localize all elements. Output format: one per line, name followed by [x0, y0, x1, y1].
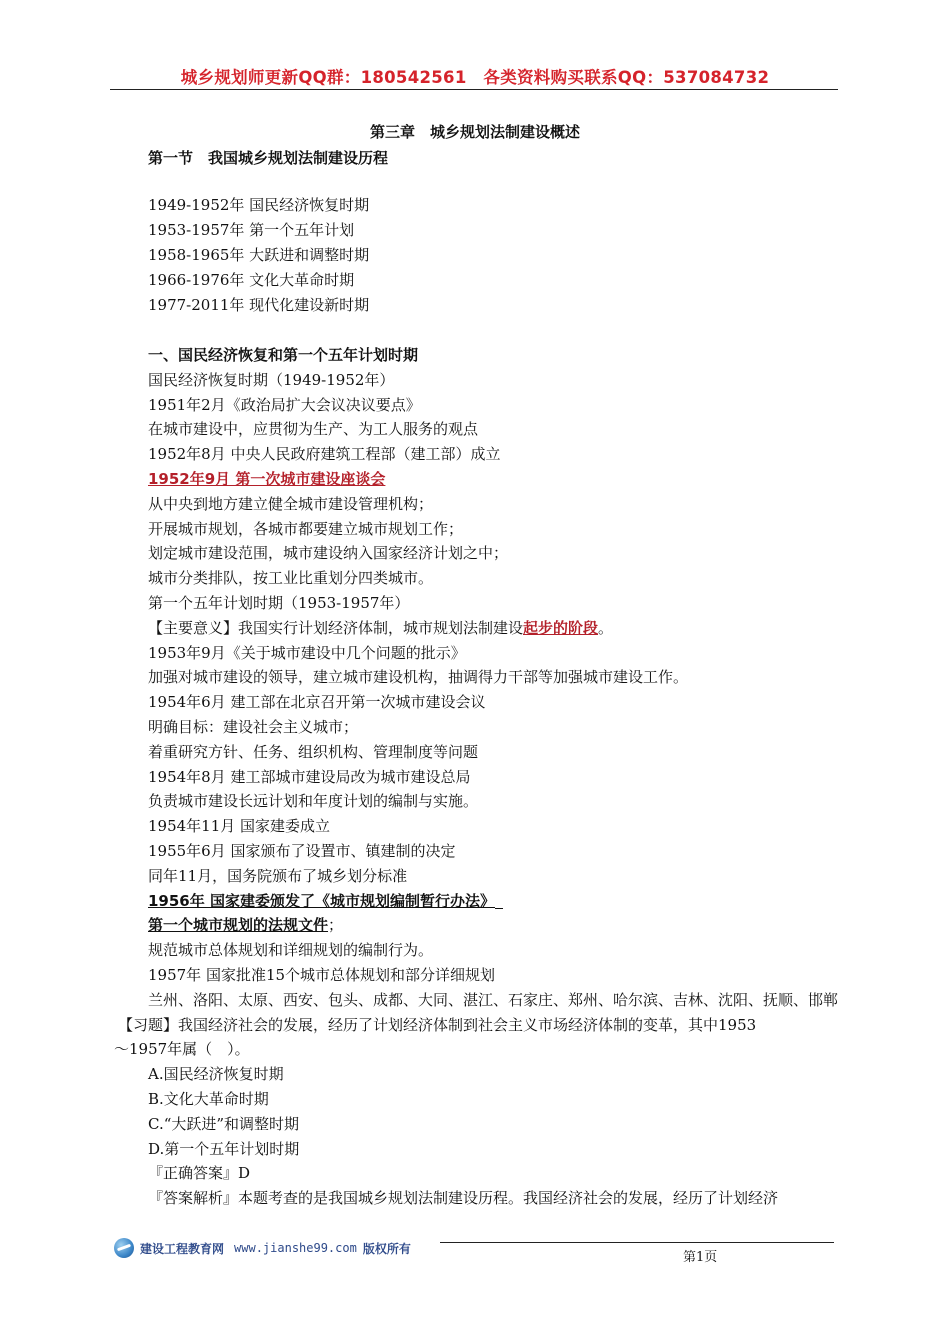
text-line: 1954年6月 建工部在北京召开第一次城市建设会议: [148, 693, 486, 712]
significance-line: [148, 616, 840, 641]
text-line: 1951年2月《政治局扩大会议决议要点》: [148, 395, 421, 414]
exercise-option: C.“大跃进”和调整时期: [148, 1114, 300, 1133]
text-line: 规范城市总体规划和详细规划的编制行为。: [148, 941, 434, 960]
significance-tail: 。: [598, 618, 614, 637]
text-line: 加强对城市建设的领导，建立城市建设机构，抽调得力干部等加强城市建设工作。: [148, 668, 689, 687]
timeline-item: 1958-1965年 大跃进和调整时期: [148, 246, 370, 264]
text-line: 1954年11月 国家建委成立: [148, 817, 331, 836]
exercise-option: D.第一个五年计划时期: [148, 1139, 300, 1158]
footer-brand: [114, 1238, 411, 1258]
text-line: 国民经济恢复时期（1949-1952年）: [148, 370, 395, 389]
text-line: 1954年8月 建工部城市建设局改为城市建设总局: [148, 767, 471, 786]
exercise-option: B.文化大革命时期: [148, 1089, 269, 1108]
text-line: 城市分类排队，按工业比重划分四类城市。: [148, 569, 434, 588]
footer-url[interactable]: www.jianshe99.com: [234, 1241, 357, 1255]
chapter-title: 第三章 城乡规划法制建设概述: [369, 123, 580, 141]
footer-site-name: 建设工程教育网: [140, 1241, 225, 1256]
text-tail: ；: [328, 916, 344, 935]
text-line: 负责城市建设长远计划和年度计划的编制与实施。: [148, 792, 479, 811]
highlight-red: 起步的阶段: [523, 618, 599, 637]
text-line: 开展城市规划，各城市都要建立城市规划工作；: [148, 519, 464, 538]
text-line: 同年11月，国务院颁布了城乡划分标准: [148, 866, 408, 885]
footer-rights: 版权所有: [362, 1241, 411, 1256]
site-logo-icon: [114, 1238, 134, 1258]
timeline-item: 1977-2011年 现代化建设新时期: [148, 296, 370, 314]
exercise-question: 【习题】我国经济社会的发展，经历了计划经济体制到社会主义市场经济体制的变革，其中1953: [118, 1015, 757, 1034]
part-heading: 一、国民经济恢复和第一个五年计划时期: [148, 346, 419, 364]
section-title: 第一节 我国城乡规划法制建设历程: [148, 149, 389, 167]
highlight-red: 1952年9月 第一次城市建设座谈会: [148, 469, 386, 488]
text-line: 第一个五年计划时期（1953-1957年）: [148, 593, 410, 612]
timeline-item: 1949-1952年 国民经济恢复时期: [148, 196, 370, 214]
text-line: 在城市建设中，应贯彻为生产、为工人服务的观点: [148, 420, 479, 439]
exercise-answer: 『正确答案』D: [148, 1164, 251, 1183]
timeline-list: [148, 193, 369, 318]
text-line: 从中央到地方建立健全城市建设管理机构；: [148, 494, 434, 513]
body-text: [114, 343, 840, 1211]
header-rule: [110, 89, 838, 90]
text-line: 着重研究方针、任务、组织机构、管理制度等问题: [148, 742, 479, 761]
exercise-question-cont: ～1957年属（ ）。: [114, 1040, 250, 1059]
exercise-option: A.国民经济恢复时期: [148, 1065, 284, 1084]
significance-text: 【主要意义】我国实行计划经济体制，城市规划法制建设: [148, 618, 524, 637]
timeline-item: 1966-1976年 文化大革命时期: [148, 271, 355, 289]
page-number: 第1页: [683, 1250, 718, 1265]
highlight-bold: 第一个城市规划的法规文件: [148, 916, 329, 935]
text-line-highlight: [148, 467, 840, 492]
timeline-item: 1953-1957年 第一个五年计划: [148, 221, 355, 239]
exercise-analysis: 『答案解析』本题考查的是我国城乡规划法制建设历程。我国经济社会的发展，经历了计划经济: [148, 1189, 779, 1208]
text-line: 明确目标：建设社会主义城市；: [148, 717, 359, 736]
text-line: 1953年9月《关于城市建设中几个问题的批示》: [148, 643, 466, 662]
text-line: 划定城市建设范围，城市建设纳入国家经济计划之中；: [148, 544, 509, 563]
header-banner: 城乡规划师更新QQ群：180542561 各类资料购买联系QQ：537084732: [180, 68, 770, 87]
text-line: 1957年 国家批准15个城市总体规划和部分详细规划: [148, 965, 496, 984]
footer-rule: [440, 1242, 834, 1243]
highlight-bold: 1956年 国家建委颁发了《城市规划编制暂行办法》: [148, 891, 495, 910]
text-line-underlined: [148, 913, 840, 938]
text-line: 兰州、洛阳、太原、西安、包头、成都、大同、湛江、石家庄、郑州、哈尔滨、吉林、沈阳、抚顺、邯郸: [148, 990, 839, 1009]
text-line: 1952年8月 中央人民政府建筑工程部（建工部）成立: [148, 445, 501, 464]
text-line: 1955年6月 国家颁布了设置市、镇建制的决定: [148, 841, 456, 860]
text-line-underlined: [148, 889, 840, 914]
underline-extension: [495, 892, 503, 909]
